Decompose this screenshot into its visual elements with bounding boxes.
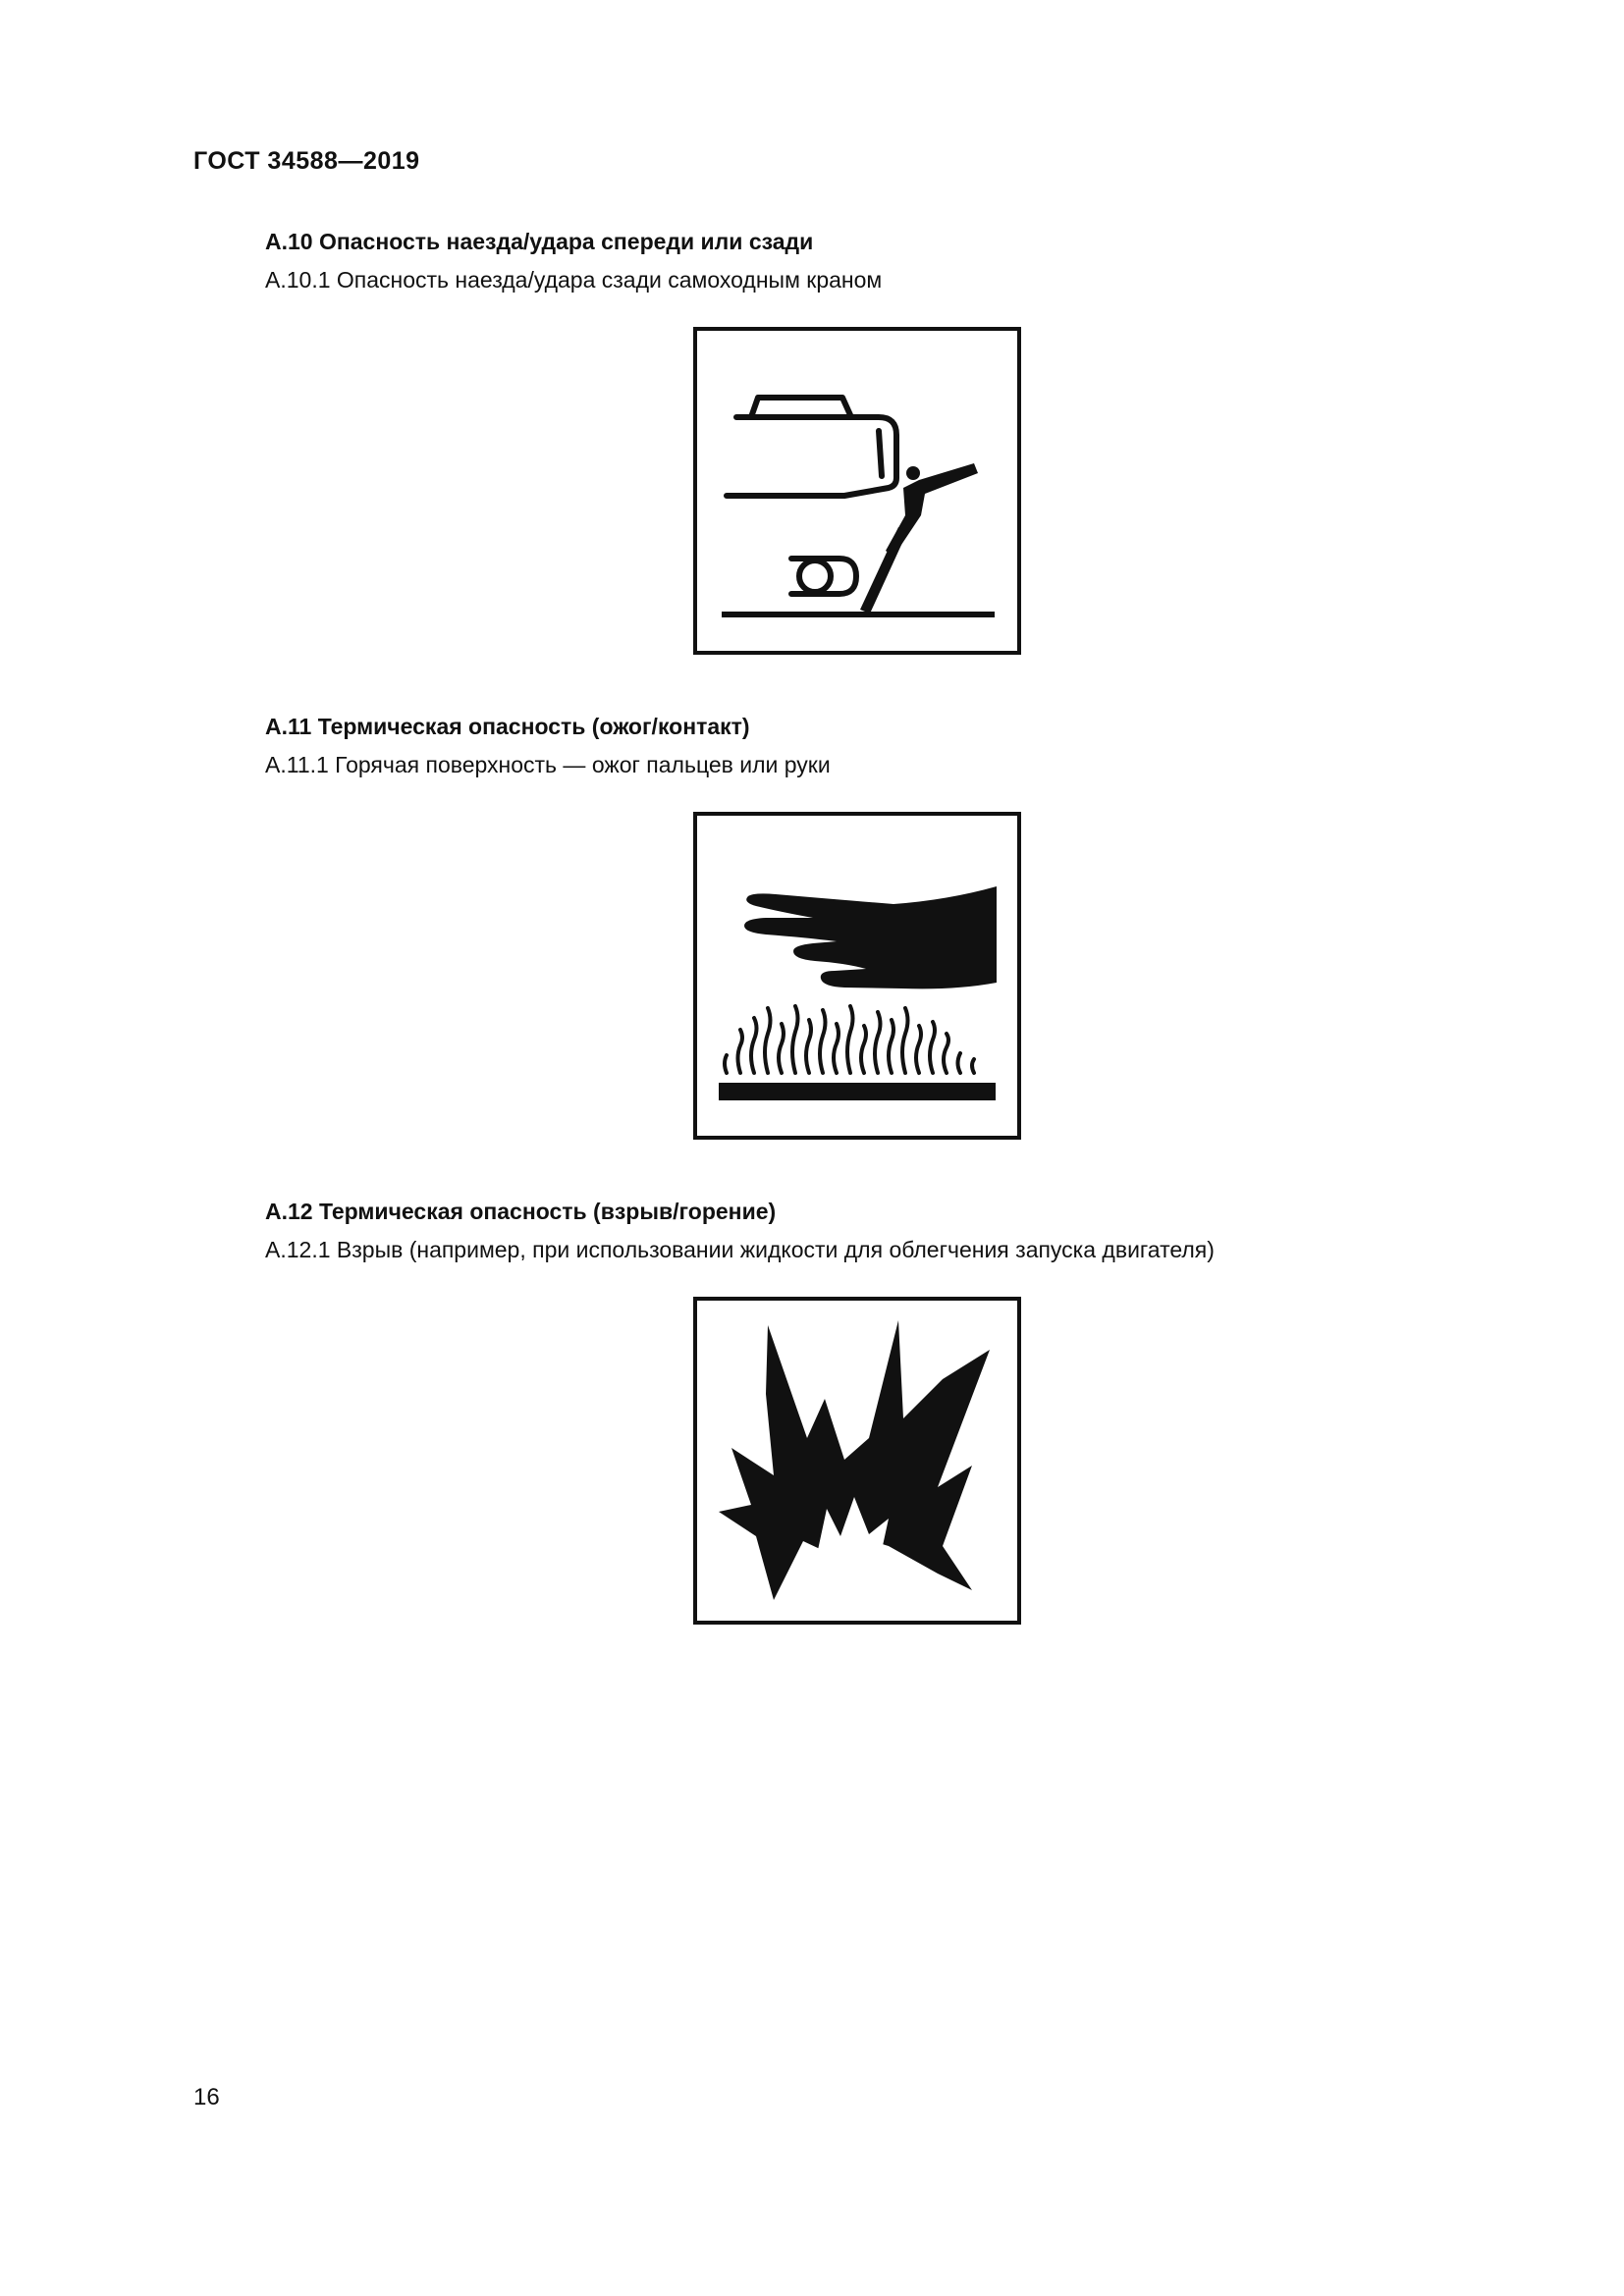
page-number: 16 [193, 2084, 220, 2110]
explosion-icon [697, 1301, 1017, 1621]
subsection-a12-1: А.12.1 Взрыв (например, при использовании жидкости для облегчения запуска двигателя) [265, 1237, 1215, 1262]
hot-surface-hand-icon [697, 816, 1017, 1136]
pictogram-frame-a12 [693, 1297, 1021, 1625]
subsection-a11-1: А.11.1 Горячая поверхность — ожог пальцев или руки [265, 752, 831, 777]
subsection-a10-1: А.10.1 Опасность наезда/удара сзади самоходным краном [265, 267, 883, 293]
crane-rear-impact-icon [697, 331, 1017, 651]
section-heading-a11: А.11 Термическая опасность (ожог/контакт) [265, 714, 750, 739]
section-heading-a10: А.10 Опасность наезда/удара спереди или сзади [265, 229, 814, 254]
section-heading-a12: А.12 Термическая опасность (взрыв/горение) [265, 1199, 777, 1224]
pictogram-frame-a11 [693, 812, 1021, 1140]
document-header: ГОСТ 34588—2019 [193, 147, 420, 175]
pictogram-frame-a10 [693, 327, 1021, 655]
